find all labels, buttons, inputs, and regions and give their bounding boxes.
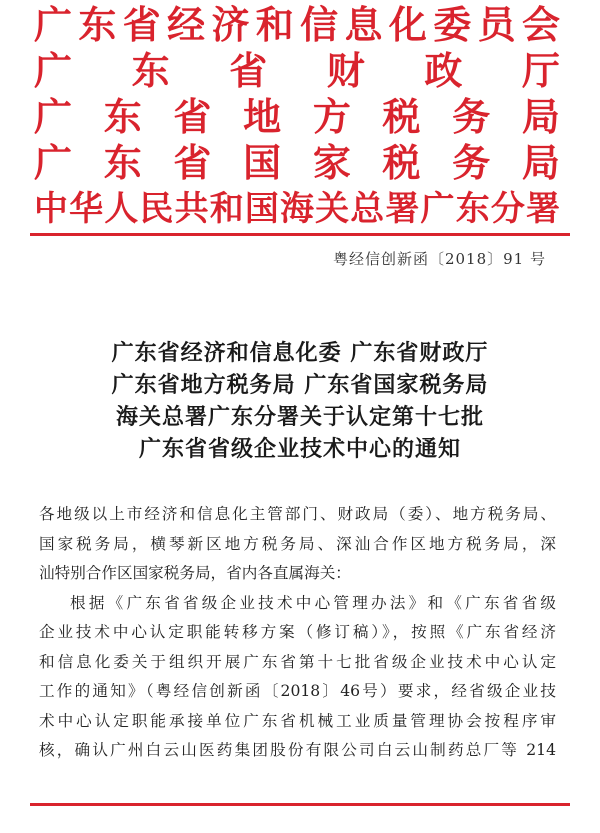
issuer-character: 广 bbox=[420, 189, 455, 229]
issuer-character: 省 bbox=[173, 140, 212, 185]
issuer-character: 民 bbox=[139, 189, 174, 229]
issuer-character: 共 bbox=[174, 189, 209, 229]
issuer-character: 会 bbox=[521, 2, 560, 47]
title-line: 广东省经济和信息化委 广东省财政厅 bbox=[111, 341, 489, 366]
notice-body bbox=[39, 500, 556, 766]
issuer-character: 局 bbox=[521, 140, 560, 185]
body-line: 和信息化委关于组织开展广东省第十七批省级企业技术中心认定 bbox=[39, 652, 556, 671]
issuer-line-3 bbox=[34, 94, 560, 140]
issuer-character: 地 bbox=[243, 94, 282, 139]
issuer-character: 委 bbox=[433, 2, 472, 47]
notice-title bbox=[0, 338, 600, 466]
issuer-character: 省 bbox=[229, 48, 268, 93]
body-line: 根据《广东省省级企业技术中心管理办法》和《广东省省级 bbox=[70, 593, 556, 612]
body-line: 核，确认广州白云山医药集团股份有限公司白云山制药总厂等 214 bbox=[39, 741, 556, 759]
issuer-character: 署 bbox=[385, 189, 420, 229]
issuer-character: 人 bbox=[104, 189, 139, 229]
issuer-character: 化 bbox=[388, 2, 427, 47]
issuer-character: 员 bbox=[477, 2, 516, 47]
issuer-character: 广 bbox=[34, 140, 73, 185]
issuer-character: 济 bbox=[211, 2, 250, 47]
body-line: 国家税务局，横琴新区地方税务局、深汕合作区地方税务局，深 bbox=[39, 534, 556, 553]
issuer-character: 和 bbox=[209, 189, 244, 229]
issuing-authorities bbox=[34, 2, 560, 232]
issuer-character: 家 bbox=[312, 140, 351, 185]
issuer-character: 海 bbox=[279, 189, 314, 229]
issuer-character: 广 bbox=[34, 94, 73, 139]
issuer-line-5 bbox=[34, 186, 560, 232]
issuer-line-4 bbox=[34, 140, 560, 186]
issuer-character: 务 bbox=[452, 140, 491, 185]
issuer-character: 局 bbox=[521, 94, 560, 139]
issuer-character: 华 bbox=[69, 189, 104, 229]
body-line: 工作的通知》（粤经信创新函〔2018〕46号）要求，经省级企业技 bbox=[39, 682, 556, 700]
issuer-character: 厅 bbox=[521, 48, 560, 93]
issuer-character: 务 bbox=[452, 94, 491, 139]
issuer-character: 息 bbox=[344, 2, 383, 47]
addressee-paragraph bbox=[39, 500, 556, 589]
issuer-character: 国 bbox=[244, 189, 279, 229]
issuer-character: 和 bbox=[255, 2, 294, 47]
issuer-character: 广 bbox=[34, 48, 73, 93]
issuer-character: 总 bbox=[350, 189, 385, 229]
title-line: 广东省地方税务局 广东省国家税务局 bbox=[111, 373, 489, 398]
issuer-character: 分 bbox=[490, 189, 525, 229]
issuer-character: 中 bbox=[34, 189, 68, 229]
issuer-character: 东 bbox=[103, 140, 142, 185]
issuer-character: 税 bbox=[382, 94, 421, 139]
issuer-character: 东 bbox=[103, 94, 142, 139]
body-line: 汕特别合作区国家税务局，省内各直属海关： bbox=[39, 564, 351, 582]
issuer-character: 广 bbox=[34, 2, 73, 47]
issuer-character: 经 bbox=[167, 2, 206, 47]
issuer-character: 财 bbox=[326, 48, 365, 93]
issuer-character: 省 bbox=[173, 94, 212, 139]
title-line: 广东省省级企业技术中心的通知 bbox=[138, 437, 461, 462]
issuer-character: 方 bbox=[312, 94, 351, 139]
body-line: 各地级以上市经济和信息化主管部门、财政局（委）、地方税务局、 bbox=[39, 505, 556, 523]
issuer-character: 东 bbox=[455, 189, 490, 229]
issuer-character: 署 bbox=[525, 189, 560, 229]
main-paragraph bbox=[39, 589, 556, 766]
title-line: 海关总署广东分署关于认定第十七批 bbox=[115, 405, 484, 430]
issuer-character: 省 bbox=[122, 2, 161, 47]
issuer-character: 政 bbox=[424, 48, 463, 93]
issuer-character: 东 bbox=[78, 2, 117, 47]
body-line: 企业技术中心认定职能转移方案（修订稿）》，按照《广东省经济 bbox=[39, 623, 556, 641]
issuer-character: 关 bbox=[315, 189, 350, 229]
footer-red-divider bbox=[30, 803, 570, 806]
issuer-character: 国 bbox=[243, 140, 282, 185]
issuer-line-2 bbox=[34, 48, 560, 94]
issuer-character: 东 bbox=[131, 48, 170, 93]
issuer-line-1 bbox=[34, 2, 560, 48]
header-red-divider bbox=[30, 233, 570, 236]
issuer-character: 税 bbox=[382, 140, 421, 185]
body-line: 术中心认定职能承接单位广东省机械工业质量管理协会按程序审 bbox=[39, 711, 556, 730]
document-number: 粤经信创新函〔2018〕91 号 bbox=[332, 250, 546, 268]
issuer-character: 信 bbox=[300, 2, 339, 47]
